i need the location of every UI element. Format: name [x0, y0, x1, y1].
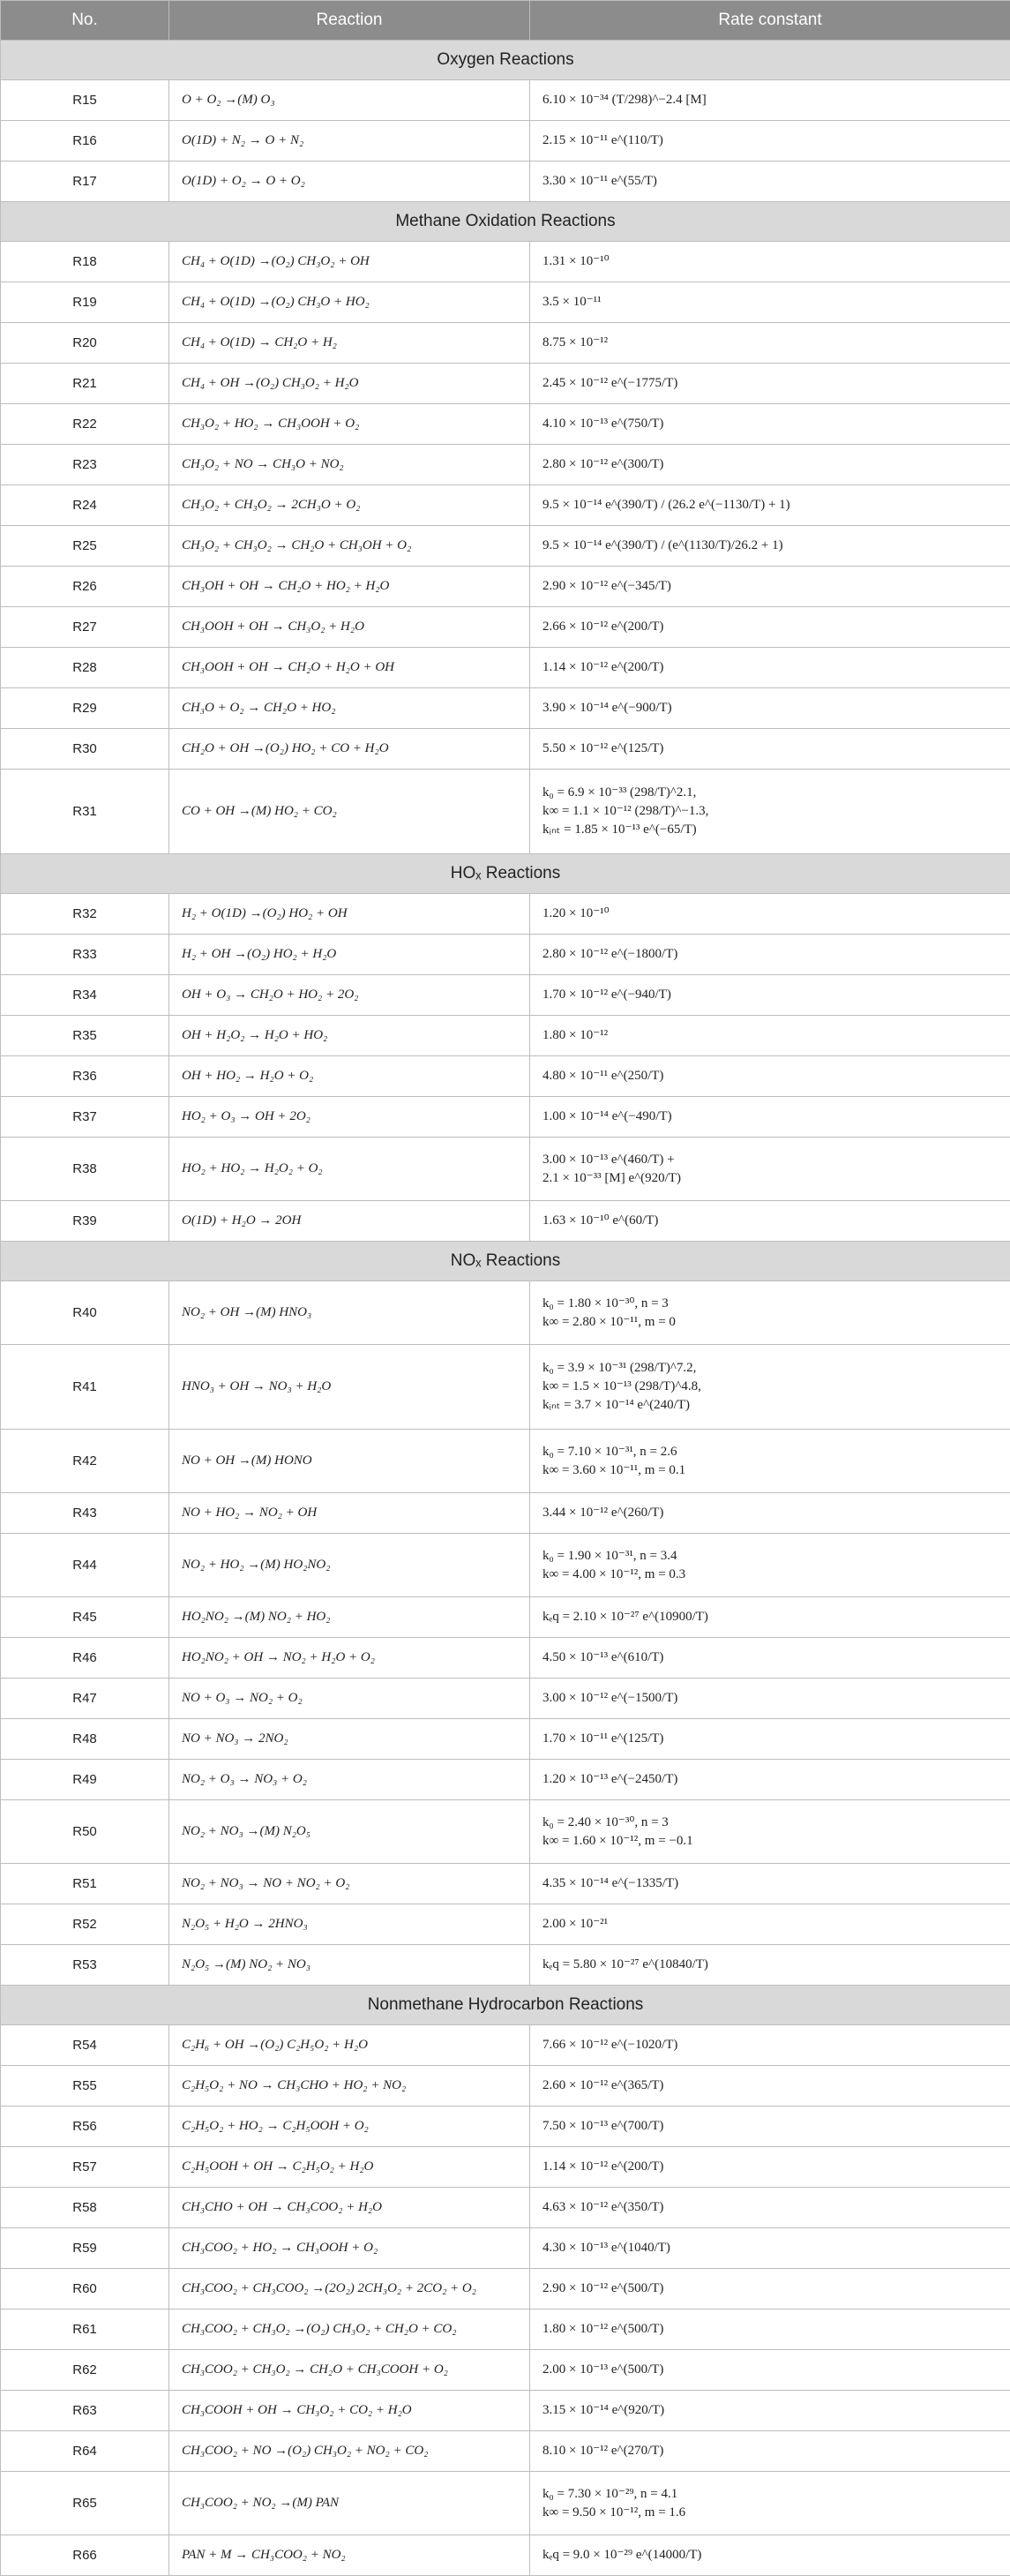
rate-line: 7.50 × 10⁻¹³ e^(700/T) — [542, 2117, 998, 2136]
rate-line: k₀ = 1.90 × 10⁻³¹, n = 3.4 — [542, 1547, 998, 1566]
reaction-number: R36 — [1, 1056, 169, 1097]
reaction-number: R23 — [1, 445, 169, 485]
reaction-equation: O(1D) + O₂ → O + O₂ — [169, 161, 530, 202]
rate-constant — [530, 80, 1010, 121]
rate-constant — [530, 1345, 1010, 1430]
rate-constant — [530, 2188, 1010, 2228]
reaction-equation: HO₂ + HO₂ → H₂O₂ + O₂ — [169, 1138, 530, 1201]
rate-line: k∞ = 3.60 × 10⁻¹¹, m = 0.1 — [542, 1461, 998, 1480]
reaction-equation: CH₄ + OH →(O₂) CH₃O₂ + H₂O — [169, 364, 530, 404]
table-body — [1, 41, 1010, 2576]
reaction-equation: HNO₃ + OH → NO₃ + H₂O — [169, 1345, 530, 1430]
rate-constant — [530, 282, 1010, 323]
table-row — [1, 1056, 1010, 1097]
rate-line: kₑq = 2.10 × 10⁻²⁷ e^(10900/T) — [542, 1608, 998, 1626]
reaction-equation: O + O₂ →(M) O₃ — [169, 80, 530, 121]
rate-constant — [530, 2391, 1010, 2431]
header-row — [1, 1, 1010, 41]
rate-constant — [530, 770, 1010, 854]
reaction-number: R48 — [1, 1719, 169, 1760]
rate-line: k∞ = 9.50 × 10⁻¹², m = 1.6 — [542, 2504, 998, 2522]
rate-line: 1.80 × 10⁻¹² — [542, 1026, 998, 1045]
table-row — [1, 2535, 1010, 2576]
table-row — [1, 161, 1010, 202]
rate-constant — [530, 1679, 1010, 1719]
reaction-number: R29 — [1, 688, 169, 729]
col-header-no: No. — [1, 1, 169, 41]
reaction-equation: NO₂ + HO₂ →(M) HO₂NO₂ — [169, 1534, 530, 1597]
rate-constant — [530, 2431, 1010, 2472]
reaction-equation: CH₃COO₂ + CH₃O₂ → CH₂O + CH₃COOH + O₂ — [169, 2350, 530, 2391]
rate-constant — [530, 1945, 1010, 1986]
reaction-number: R52 — [1, 1904, 169, 1945]
rate-constant — [530, 1016, 1010, 1056]
reaction-equation: OH + HO₂ → H₂O + O₂ — [169, 1056, 530, 1097]
rate-line: 1.14 × 10⁻¹² e^(200/T) — [542, 658, 998, 677]
reaction-number: R61 — [1, 2309, 169, 2350]
reaction-equation: NO₂ + NO₃ → NO + NO₂ + O₂ — [169, 1864, 530, 1904]
rate-line: k₀ = 3.9 × 10⁻³¹ (298/T)^7.2, — [542, 1359, 998, 1378]
table-row — [1, 2025, 1010, 2066]
rate-line: 1.20 × 10⁻¹³ e^(−2450/T) — [542, 1770, 998, 1789]
section-title: NOₓ Reactions — [1, 1242, 1010, 1281]
rate-constant — [530, 1800, 1010, 1864]
rate-constant — [530, 161, 1010, 202]
reaction-number: R24 — [1, 485, 169, 526]
table-row — [1, 2188, 1010, 2228]
reaction-equation: CH₃COO₂ + NO₂ →(M) PAN — [169, 2472, 530, 2535]
rate-constant — [530, 1534, 1010, 1597]
rate-line: k₀ = 7.30 × 10⁻²⁹, n = 4.1 — [542, 2485, 998, 2504]
reaction-number: R34 — [1, 975, 169, 1016]
table-row — [1, 1679, 1010, 1719]
rate-constant — [530, 1760, 1010, 1800]
rate-line: kᵢₙₜ = 3.7 × 10⁻¹⁴ e^(240/T) — [542, 1396, 998, 1415]
rate-line: k∞ = 1.5 × 10⁻¹³ (298/T)^4.8, — [542, 1378, 998, 1396]
table-row — [1, 1138, 1010, 1201]
rate-line: 2.80 × 10⁻¹² e^(300/T) — [542, 455, 998, 474]
rate-line: k∞ = 1.60 × 10⁻¹², m = −0.1 — [542, 1832, 998, 1851]
rate-constant — [530, 526, 1010, 567]
table-row — [1, 1800, 1010, 1864]
reaction-equation: CH₂O + OH →(O₂) HO₂ + CO + H₂O — [169, 729, 530, 770]
reaction-equation: NO + NO₃ → 2NO₂ — [169, 1719, 530, 1760]
rate-line: kₑq = 5.80 × 10⁻²⁷ e^(10840/T) — [542, 1956, 998, 1974]
rate-constant — [530, 1597, 1010, 1638]
reaction-number: R58 — [1, 2188, 169, 2228]
reaction-equation: NO + OH →(M) HONO — [169, 1430, 530, 1493]
rate-constant — [530, 445, 1010, 485]
rate-line: 1.63 × 10⁻¹⁰ e^(60/T) — [542, 1212, 998, 1230]
reaction-equation: O(1D) + H₂O → 2OH — [169, 1201, 530, 1242]
reaction-number: R39 — [1, 1201, 169, 1242]
rate-line: 3.90 × 10⁻¹⁴ e^(−900/T) — [542, 699, 998, 717]
section-title: Methane Oxidation Reactions — [1, 202, 1010, 242]
rate-line: 1.70 × 10⁻¹¹ e^(125/T) — [542, 1730, 998, 1748]
section-title: Oxygen Reactions — [1, 41, 1010, 80]
reaction-number: R63 — [1, 2391, 169, 2431]
reaction-equation: C₂H₅O₂ + HO₂ → C₂H₅OOH + O₂ — [169, 2107, 530, 2147]
table-row — [1, 894, 1010, 935]
rate-line: 9.5 × 10⁻¹⁴ e^(390/T) / (e^(1130/T)/26.2 + 1) — [542, 537, 998, 555]
reaction-equation: CH₃CHO + OH → CH₃COO₂ + H₂O — [169, 2188, 530, 2228]
reaction-number: R53 — [1, 1945, 169, 1986]
rate-constant — [530, 2066, 1010, 2107]
rate-constant — [530, 1281, 1010, 1345]
rate-line: 2.60 × 10⁻¹² e^(365/T) — [542, 2077, 998, 2095]
rate-constant — [530, 894, 1010, 935]
rate-line: k₀ = 2.40 × 10⁻³⁰, n = 3 — [542, 1814, 998, 1832]
reaction-number: R16 — [1, 121, 169, 161]
reaction-equation: CH₃O + O₂ → CH₂O + HO₂ — [169, 688, 530, 729]
table-row — [1, 2472, 1010, 2535]
reaction-equation: NO₂ + O₃ → NO₃ + O₂ — [169, 1760, 530, 1800]
rate-line: k₀ = 1.80 × 10⁻³⁰, n = 3 — [542, 1295, 998, 1313]
section-header-row — [1, 202, 1010, 242]
reaction-number: R44 — [1, 1534, 169, 1597]
table-row — [1, 1864, 1010, 1904]
reaction-equation: CO + OH →(M) HO₂ + CO₂ — [169, 770, 530, 854]
rate-constant — [530, 1493, 1010, 1534]
section-header-row — [1, 1242, 1010, 1281]
table-row — [1, 2431, 1010, 2472]
rate-constant — [530, 2472, 1010, 2535]
rate-constant — [530, 1864, 1010, 1904]
rate-line: 2.1 × 10⁻³³ [M] e^(920/T) — [542, 1169, 998, 1188]
reaction-equation: H₂ + OH →(O₂) HO₂ + H₂O — [169, 935, 530, 975]
reaction-number: R26 — [1, 567, 169, 607]
table-row — [1, 2147, 1010, 2188]
reaction-number: R42 — [1, 1430, 169, 1493]
table-row — [1, 648, 1010, 688]
reaction-number: R20 — [1, 323, 169, 364]
rate-constant — [530, 2025, 1010, 2066]
table-row — [1, 935, 1010, 975]
reaction-number: R60 — [1, 2269, 169, 2309]
rate-constant — [530, 2228, 1010, 2269]
table-row — [1, 404, 1010, 445]
reaction-number: R46 — [1, 1638, 169, 1679]
rate-constant — [530, 2350, 1010, 2391]
rate-line: 4.35 × 10⁻¹⁴ e^(−1335/T) — [542, 1874, 998, 1893]
rate-constant — [530, 1638, 1010, 1679]
rate-constant — [530, 1138, 1010, 1201]
rate-constant — [530, 404, 1010, 445]
reaction-number: R22 — [1, 404, 169, 445]
reaction-equation: CH₃OH + OH → CH₂O + HO₂ + H₂O — [169, 567, 530, 607]
reaction-equation: CH₃COO₂ + CH₃COO₂ →(2O₂) 2CH₃O₂ + 2CO₂ + O₂ — [169, 2269, 530, 2309]
reaction-number: R43 — [1, 1493, 169, 1534]
rate-line: 4.63 × 10⁻¹² e^(350/T) — [542, 2198, 998, 2217]
reaction-equation: NO + O₃ → NO₂ + O₂ — [169, 1679, 530, 1719]
reaction-number: R65 — [1, 2472, 169, 2535]
rate-line: 3.44 × 10⁻¹² e^(260/T) — [542, 1504, 998, 1522]
reaction-number: R38 — [1, 1138, 169, 1201]
col-header-reaction: Reaction — [169, 1, 530, 41]
reaction-number: R55 — [1, 2066, 169, 2107]
table-row — [1, 2391, 1010, 2431]
rate-line: 4.80 × 10⁻¹¹ e^(250/T) — [542, 1067, 998, 1085]
reaction-equation: C₂H₅OOH + OH → C₂H₅O₂ + H₂O — [169, 2147, 530, 2188]
reaction-equation: CH₃COO₂ + HO₂ → CH₃OOH + O₂ — [169, 2228, 530, 2269]
table-row — [1, 1201, 1010, 1242]
table-row — [1, 242, 1010, 282]
rate-line: k₀ = 7.10 × 10⁻³¹, n = 2.6 — [542, 1443, 998, 1461]
rate-line: 2.45 × 10⁻¹² e^(−1775/T) — [542, 374, 998, 393]
rate-constant — [530, 2535, 1010, 2576]
reaction-number: R33 — [1, 935, 169, 975]
col-header-rate: Rate constant — [530, 1, 1010, 41]
section-header-row — [1, 1986, 1010, 2025]
rate-line: k₀ = 6.9 × 10⁻³³ (298/T)^2.1, — [542, 784, 998, 802]
rate-line: 1.20 × 10⁻¹⁰ — [542, 905, 998, 923]
reaction-equation: NO₂ + NO₃ →(M) N₂O₅ — [169, 1800, 530, 1864]
rate-constant — [530, 121, 1010, 161]
rate-line: 9.5 × 10⁻¹⁴ e^(390/T) / (26.2 e^(−1130/T) + 1) — [542, 496, 998, 514]
reaction-equation: N₂O₅ →(M) NO₂ + NO₃ — [169, 1945, 530, 1986]
rate-line: 6.10 × 10⁻³⁴ (T/298)^−2.4 [M] — [542, 91, 998, 109]
rate-constant — [530, 1097, 1010, 1138]
rate-line: 4.10 × 10⁻¹³ e^(750/T) — [542, 415, 998, 433]
table-row — [1, 1493, 1010, 1534]
reaction-equation: CH₄ + O(1D) → CH₂O + H₂ — [169, 323, 530, 364]
rate-line: 3.5 × 10⁻¹¹ — [542, 293, 998, 312]
reaction-number: R25 — [1, 526, 169, 567]
reaction-number: R40 — [1, 1281, 169, 1345]
reaction-number: R19 — [1, 282, 169, 323]
rate-constant — [530, 2269, 1010, 2309]
rate-line: k∞ = 4.00 × 10⁻¹², m = 0.3 — [542, 1566, 998, 1584]
table-row — [1, 364, 1010, 404]
section-header-row — [1, 854, 1010, 894]
reaction-equation: CH₃COO₂ + NO →(O₂) CH₃O₂ + NO₂ + CO₂ — [169, 2431, 530, 2472]
rate-constant — [530, 1056, 1010, 1097]
table-row — [1, 485, 1010, 526]
rate-line: 7.66 × 10⁻¹² e^(−1020/T) — [542, 2036, 998, 2054]
reaction-equation: OH + H₂O₂ → H₂O + HO₂ — [169, 1016, 530, 1056]
rate-constant — [530, 485, 1010, 526]
reaction-number: R51 — [1, 1864, 169, 1904]
rate-line: 1.70 × 10⁻¹² e^(−940/T) — [542, 986, 998, 1004]
reaction-equation: C₂H₅O₂ + NO → CH₃CHO + HO₂ + NO₂ — [169, 2066, 530, 2107]
rate-constant — [530, 2107, 1010, 2147]
reaction-equation: C₂H₆ + OH →(O₂) C₂H₅O₂ + H₂O — [169, 2025, 530, 2066]
reaction-number: R27 — [1, 607, 169, 648]
rate-constant — [530, 975, 1010, 1016]
table-row — [1, 688, 1010, 729]
table-row — [1, 607, 1010, 648]
rate-line: 4.50 × 10⁻¹³ e^(610/T) — [542, 1648, 998, 1667]
table-row — [1, 1281, 1010, 1345]
rate-line: 2.90 × 10⁻¹² e^(−345/T) — [542, 577, 998, 596]
rate-line: k∞ = 1.1 × 10⁻¹² (298/T)^−1.3, — [542, 802, 998, 821]
table-row — [1, 323, 1010, 364]
reaction-number: R66 — [1, 2535, 169, 2576]
table-row — [1, 445, 1010, 485]
reaction-equation: CH₃O₂ + CH₃O₂ → CH₂O + CH₃OH + O₂ — [169, 526, 530, 567]
rate-line: 1.31 × 10⁻¹⁰ — [542, 252, 998, 271]
reaction-equation: HO₂ + O₃ → OH + 2O₂ — [169, 1097, 530, 1138]
rate-line: kᵢₙₜ = 1.85 × 10⁻¹³ e^(−65/T) — [542, 821, 998, 839]
reaction-number: R30 — [1, 729, 169, 770]
reaction-equation: N₂O₅ + H₂O → 2HNO₃ — [169, 1904, 530, 1945]
rate-line: 3.00 × 10⁻¹² e^(−1500/T) — [542, 1689, 998, 1708]
rate-constant — [530, 1430, 1010, 1493]
table-row — [1, 2107, 1010, 2147]
section-title: Nonmethane Hydrocarbon Reactions — [1, 1986, 1010, 2025]
table-row — [1, 2309, 1010, 2350]
rate-line: 5.50 × 10⁻¹² e^(125/T) — [542, 740, 998, 758]
reaction-equation: OH + O₃ → CH₂O + HO₂ + 2O₂ — [169, 975, 530, 1016]
table-row — [1, 2228, 1010, 2269]
reaction-number: R49 — [1, 1760, 169, 1800]
reaction-equation: O(1D) + N₂ → O + N₂ — [169, 121, 530, 161]
table-row — [1, 2066, 1010, 2107]
rate-line: 1.00 × 10⁻¹⁴ e^(−490/T) — [542, 1108, 998, 1126]
rate-line: k∞ = 2.80 × 10⁻¹¹, m = 0 — [542, 1313, 998, 1332]
reaction-number: R45 — [1, 1597, 169, 1638]
rate-constant — [530, 567, 1010, 607]
table-row — [1, 567, 1010, 607]
reaction-number: R17 — [1, 161, 169, 202]
table-row — [1, 2269, 1010, 2309]
reaction-number: R31 — [1, 770, 169, 854]
rate-constant — [530, 1201, 1010, 1242]
table-row — [1, 729, 1010, 770]
reaction-number: R18 — [1, 242, 169, 282]
rate-line: 1.14 × 10⁻¹² e^(200/T) — [542, 2158, 998, 2176]
rate-line: 8.10 × 10⁻¹² e^(270/T) — [542, 2442, 998, 2460]
rate-line: 3.00 × 10⁻¹³ e^(460/T) + — [542, 1151, 998, 1169]
reaction-equation: CH₃COO₂ + CH₃O₂ →(O₂) CH₃O₂ + CH₂O + CO₂ — [169, 2309, 530, 2350]
reaction-number: R32 — [1, 894, 169, 935]
reaction-equation: PAN + M → CH₃COO₂ + NO₂ — [169, 2535, 530, 2576]
rate-constant — [530, 2147, 1010, 2188]
table-row — [1, 1534, 1010, 1597]
reaction-equation: NO₂ + OH →(M) HNO₃ — [169, 1281, 530, 1345]
reaction-number: R57 — [1, 2147, 169, 2188]
rate-constant — [530, 323, 1010, 364]
section-header-row — [1, 41, 1010, 80]
table-row — [1, 975, 1010, 1016]
reaction-number: R35 — [1, 1016, 169, 1056]
rate-constant — [530, 1719, 1010, 1760]
rate-line: 4.30 × 10⁻¹³ e^(1040/T) — [542, 2239, 998, 2257]
reaction-number: R41 — [1, 1345, 169, 1430]
table-row — [1, 1945, 1010, 1986]
rate-constant — [530, 688, 1010, 729]
reaction-equation: CH₃O₂ + HO₂ → CH₃OOH + O₂ — [169, 404, 530, 445]
table-row — [1, 282, 1010, 323]
rate-constant — [530, 607, 1010, 648]
rate-constant — [530, 729, 1010, 770]
reaction-equation: NO + HO₂ → NO₂ + OH — [169, 1493, 530, 1534]
rate-line: 2.00 × 10⁻²¹ — [542, 1915, 998, 1934]
rate-constant — [530, 935, 1010, 975]
reaction-number: R59 — [1, 2228, 169, 2269]
rate-line: kₑq = 9.0 × 10⁻²⁹ e^(14000/T) — [542, 2546, 998, 2565]
rate-constant — [530, 2309, 1010, 2350]
reaction-equation: CH₄ + O(1D) →(O₂) CH₃O + HO₂ — [169, 282, 530, 323]
reaction-equation: CH₃OOH + OH → CH₃O₂ + H₂O — [169, 607, 530, 648]
rate-line: 1.80 × 10⁻¹² e^(500/T) — [542, 2320, 998, 2339]
section-title: HOₓ Reactions — [1, 854, 1010, 894]
reaction-equation: CH₃O₂ + NO → CH₃O + NO₂ — [169, 445, 530, 485]
reaction-number: R47 — [1, 1679, 169, 1719]
table-row — [1, 1097, 1010, 1138]
reaction-number: R21 — [1, 364, 169, 404]
table-row — [1, 2350, 1010, 2391]
table-row — [1, 1760, 1010, 1800]
reaction-equation: CH₃COOH + OH → CH₃O₂ + CO₂ + H₂O — [169, 2391, 530, 2431]
rate-line: 2.66 × 10⁻¹² e^(200/T) — [542, 618, 998, 636]
reaction-number: R50 — [1, 1800, 169, 1864]
rate-line: 3.15 × 10⁻¹⁴ e^(920/T) — [542, 2401, 998, 2420]
rate-line: 3.30 × 10⁻¹¹ e^(55/T) — [542, 172, 998, 191]
reaction-equation: H₂ + O(1D) →(O₂) HO₂ + OH — [169, 894, 530, 935]
table-row — [1, 1904, 1010, 1945]
reaction-number: R56 — [1, 2107, 169, 2147]
rate-constant — [530, 1904, 1010, 1945]
table-row — [1, 1016, 1010, 1056]
reaction-equation: HO₂NO₂ →(M) NO₂ + HO₂ — [169, 1597, 530, 1638]
rate-line: 2.80 × 10⁻¹² e^(−1800/T) — [542, 945, 998, 964]
reaction-number: R54 — [1, 2025, 169, 2066]
table-row — [1, 1638, 1010, 1679]
rate-line: 2.90 × 10⁻¹² e^(500/T) — [542, 2279, 998, 2298]
table-row — [1, 1719, 1010, 1760]
rate-constant — [530, 648, 1010, 688]
reaction-equation: CH₃O₂ + CH₃O₂ → 2CH₃O + O₂ — [169, 485, 530, 526]
table-row — [1, 770, 1010, 854]
reaction-equation: CH₄ + O(1D) →(O₂) CH₃O₂ + OH — [169, 242, 530, 282]
rate-line: 2.15 × 10⁻¹¹ e^(110/T) — [542, 131, 998, 150]
table-row — [1, 1430, 1010, 1493]
reaction-number: R15 — [1, 80, 169, 121]
table-row — [1, 526, 1010, 567]
rate-line: 8.75 × 10⁻¹² — [542, 334, 998, 352]
table-row — [1, 1345, 1010, 1430]
reaction-equation: CH₃OOH + OH → CH₂O + H₂O + OH — [169, 648, 530, 688]
reaction-number: R37 — [1, 1097, 169, 1138]
rate-constant — [530, 242, 1010, 282]
rate-line: 2.00 × 10⁻¹³ e^(500/T) — [542, 2361, 998, 2379]
reaction-number: R62 — [1, 2350, 169, 2391]
reaction-number: R28 — [1, 648, 169, 688]
reaction-number: R64 — [1, 2431, 169, 2472]
table-row — [1, 1597, 1010, 1638]
rate-constant — [530, 364, 1010, 404]
table-row — [1, 80, 1010, 121]
reaction-equation: HO₂NO₂ + OH → NO₂ + H₂O + O₂ — [169, 1638, 530, 1679]
table-row — [1, 121, 1010, 161]
